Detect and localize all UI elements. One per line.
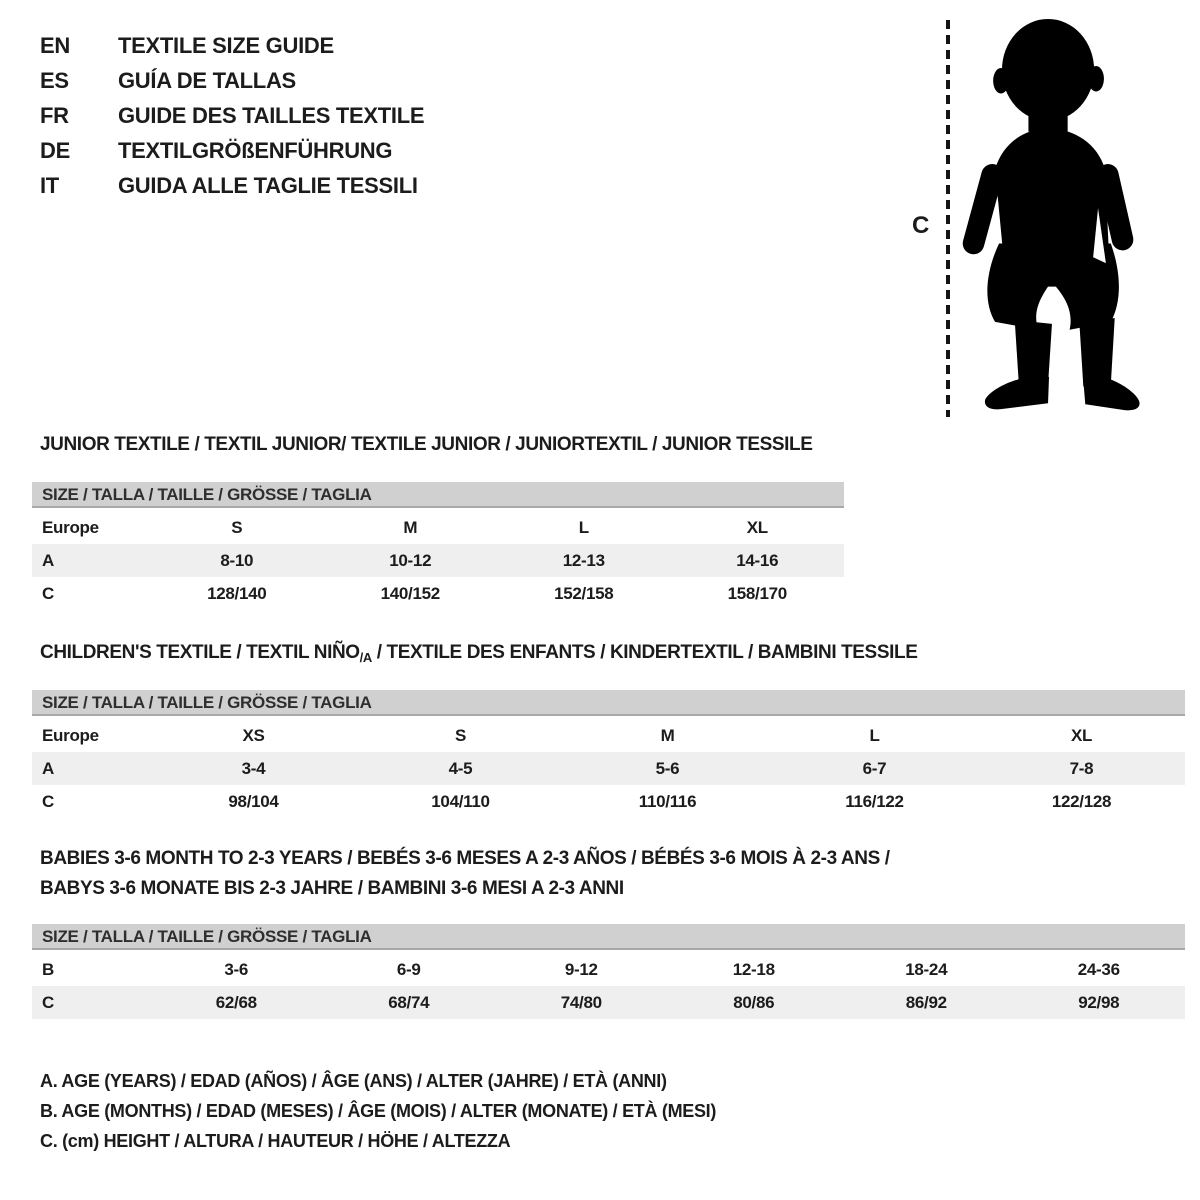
page-title-fr: GUIDE DES TAILLES TEXTILE — [118, 103, 425, 128]
size-cell: S — [454, 726, 467, 745]
age-cell: 18-24 — [905, 960, 948, 979]
language-row-en — [40, 28, 424, 63]
language-row-es — [40, 63, 424, 98]
age-cell: 14-16 — [736, 551, 779, 570]
junior-section-title: JUNIOR TEXTILE / TEXTIL JUNIOR/ TEXTILE JUNIOR / JUNIORTEXTIL / JUNIOR TESSILE — [40, 434, 813, 455]
language-code: IT — [40, 173, 59, 198]
height-cell: 68/74 — [388, 993, 430, 1012]
size-cell: L — [869, 726, 880, 745]
height-cell: 140/152 — [380, 584, 440, 603]
height-cell: 158/170 — [727, 584, 787, 603]
language-code: DE — [40, 138, 70, 163]
height-cell: 86/92 — [905, 993, 947, 1012]
language-row-de — [40, 133, 424, 168]
table-row-age — [32, 752, 1185, 785]
page-title-en: TEXTILE SIZE GUIDE — [118, 33, 334, 58]
height-cell: 122/128 — [1051, 792, 1112, 811]
row-label: C — [42, 584, 54, 603]
babies-size-table — [32, 924, 1185, 1019]
height-measure-label: C — [912, 212, 930, 239]
height-cell: 98/104 — [228, 792, 279, 811]
row-label: Europe — [42, 518, 99, 537]
language-row-it — [40, 168, 424, 203]
height-cell: 74/80 — [560, 993, 602, 1012]
age-cell: 24-36 — [1077, 960, 1120, 979]
height-cell: 128/140 — [207, 584, 267, 603]
language-code: FR — [40, 103, 69, 128]
table-row-age — [32, 544, 844, 577]
size-cell: L — [578, 518, 589, 537]
height-cell: 152/158 — [554, 584, 614, 603]
table-row-height — [32, 785, 1185, 818]
table-row-age-months — [32, 953, 1185, 986]
age-cell: 8-10 — [220, 551, 254, 570]
language-title-block — [40, 28, 424, 203]
age-cell: 3-6 — [224, 960, 249, 979]
height-cell: 80/86 — [733, 993, 775, 1012]
children-title-text: CHILDREN'S TEXTILE / TEXTIL NIÑO — [40, 642, 360, 663]
size-cell: XL — [746, 518, 768, 537]
age-cell: 4-5 — [448, 759, 473, 778]
age-cell: 3-4 — [241, 759, 266, 778]
children-title-text: / TEXTILE DES ENFANTS / KINDERTEXTIL / BAMBINI TESSILE — [371, 642, 918, 663]
row-label: B — [42, 960, 54, 979]
row-label: A — [42, 551, 54, 570]
children-section-title — [40, 642, 917, 665]
height-cell: 62/68 — [215, 993, 257, 1012]
page-title-it: GUIDA ALLE TAGLIE TESSILI — [118, 173, 418, 198]
row-label: C — [42, 792, 54, 811]
legend-line-c: C. (cm) HEIGHT / ALTURA / HAUTEUR / HÖHE / ALTEZZA — [40, 1131, 511, 1151]
height-measure-dashed-line — [946, 20, 950, 417]
age-cell: 12-13 — [562, 551, 605, 570]
row-label: Europe — [42, 726, 99, 745]
legend — [40, 1066, 716, 1156]
age-cell: 12-18 — [732, 960, 775, 979]
babies-title-line1: BABIES 3-6 MONTH TO 2-3 YEARS / BEBÉS 3-6 MESES A 2-3 AÑOS / BÉBÉS 3-6 MOIS À 2-3 ANS / — [40, 848, 890, 869]
height-cell: 92/98 — [1078, 993, 1120, 1012]
legend-line-a: A. AGE (YEARS) / EDAD (AÑOS) / ÂGE (ANS) / ALTER (JAHRE) / ETÀ (ANNI) — [40, 1071, 667, 1091]
children-size-table — [32, 690, 1185, 818]
size-header-bar: SIZE / TALLA / TAILLE / GRÖSSE / TAGLIA — [32, 690, 1185, 716]
size-header-bar: SIZE / TALLA / TAILLE / GRÖSSE / TAGLIA — [32, 482, 844, 508]
size-cell: S — [231, 518, 243, 537]
language-code: ES — [40, 68, 69, 93]
table-row-height — [32, 577, 844, 610]
height-cell: 116/122 — [845, 792, 904, 811]
language-code: EN — [40, 33, 70, 58]
page-title-es: GUÍA DE TALLAS — [118, 68, 296, 93]
toddler-silhouette-image — [960, 16, 1140, 418]
table-row-europe — [32, 511, 844, 544]
table-row-height — [32, 986, 1185, 1019]
page-title-de: TEXTILGRÖßENFÜHRUNG — [118, 138, 393, 163]
language-row-fr — [40, 98, 424, 133]
row-label: C — [42, 993, 54, 1012]
size-cell: XS — [242, 726, 265, 745]
age-cell: 5-6 — [655, 759, 680, 778]
junior-size-table — [32, 482, 844, 610]
row-label: A — [42, 759, 54, 778]
size-cell: M — [660, 726, 675, 745]
height-cell: 104/110 — [431, 792, 490, 811]
age-cell: 6-7 — [862, 759, 887, 778]
age-cell: 6-9 — [396, 960, 421, 979]
age-cell: 9-12 — [564, 960, 598, 979]
babies-title-line2: BABYS 3-6 MONATE BIS 2-3 JAHRE / BAMBINI 3-6 MESI A 2-3 ANNI — [40, 878, 624, 899]
legend-line-b: B. AGE (MONTHS) / EDAD (MESES) / ÂGE (MOIS) / ALTER (MONATE) / ETÀ (MESI) — [40, 1101, 717, 1121]
toddler-silhouette-shape — [974, 19, 1140, 410]
babies-section-title — [40, 844, 890, 904]
size-cell: M — [403, 518, 418, 537]
children-title-subscript: /A — [359, 650, 372, 665]
age-cell: 10-12 — [389, 551, 432, 570]
age-cell: 7-8 — [1069, 759, 1094, 778]
size-header-bar: SIZE / TALLA / TAILLE / GRÖSSE / TAGLIA — [32, 924, 1185, 950]
table-row-europe — [32, 719, 1185, 752]
size-cell: XL — [1070, 726, 1093, 745]
height-cell: 110/116 — [638, 792, 697, 811]
